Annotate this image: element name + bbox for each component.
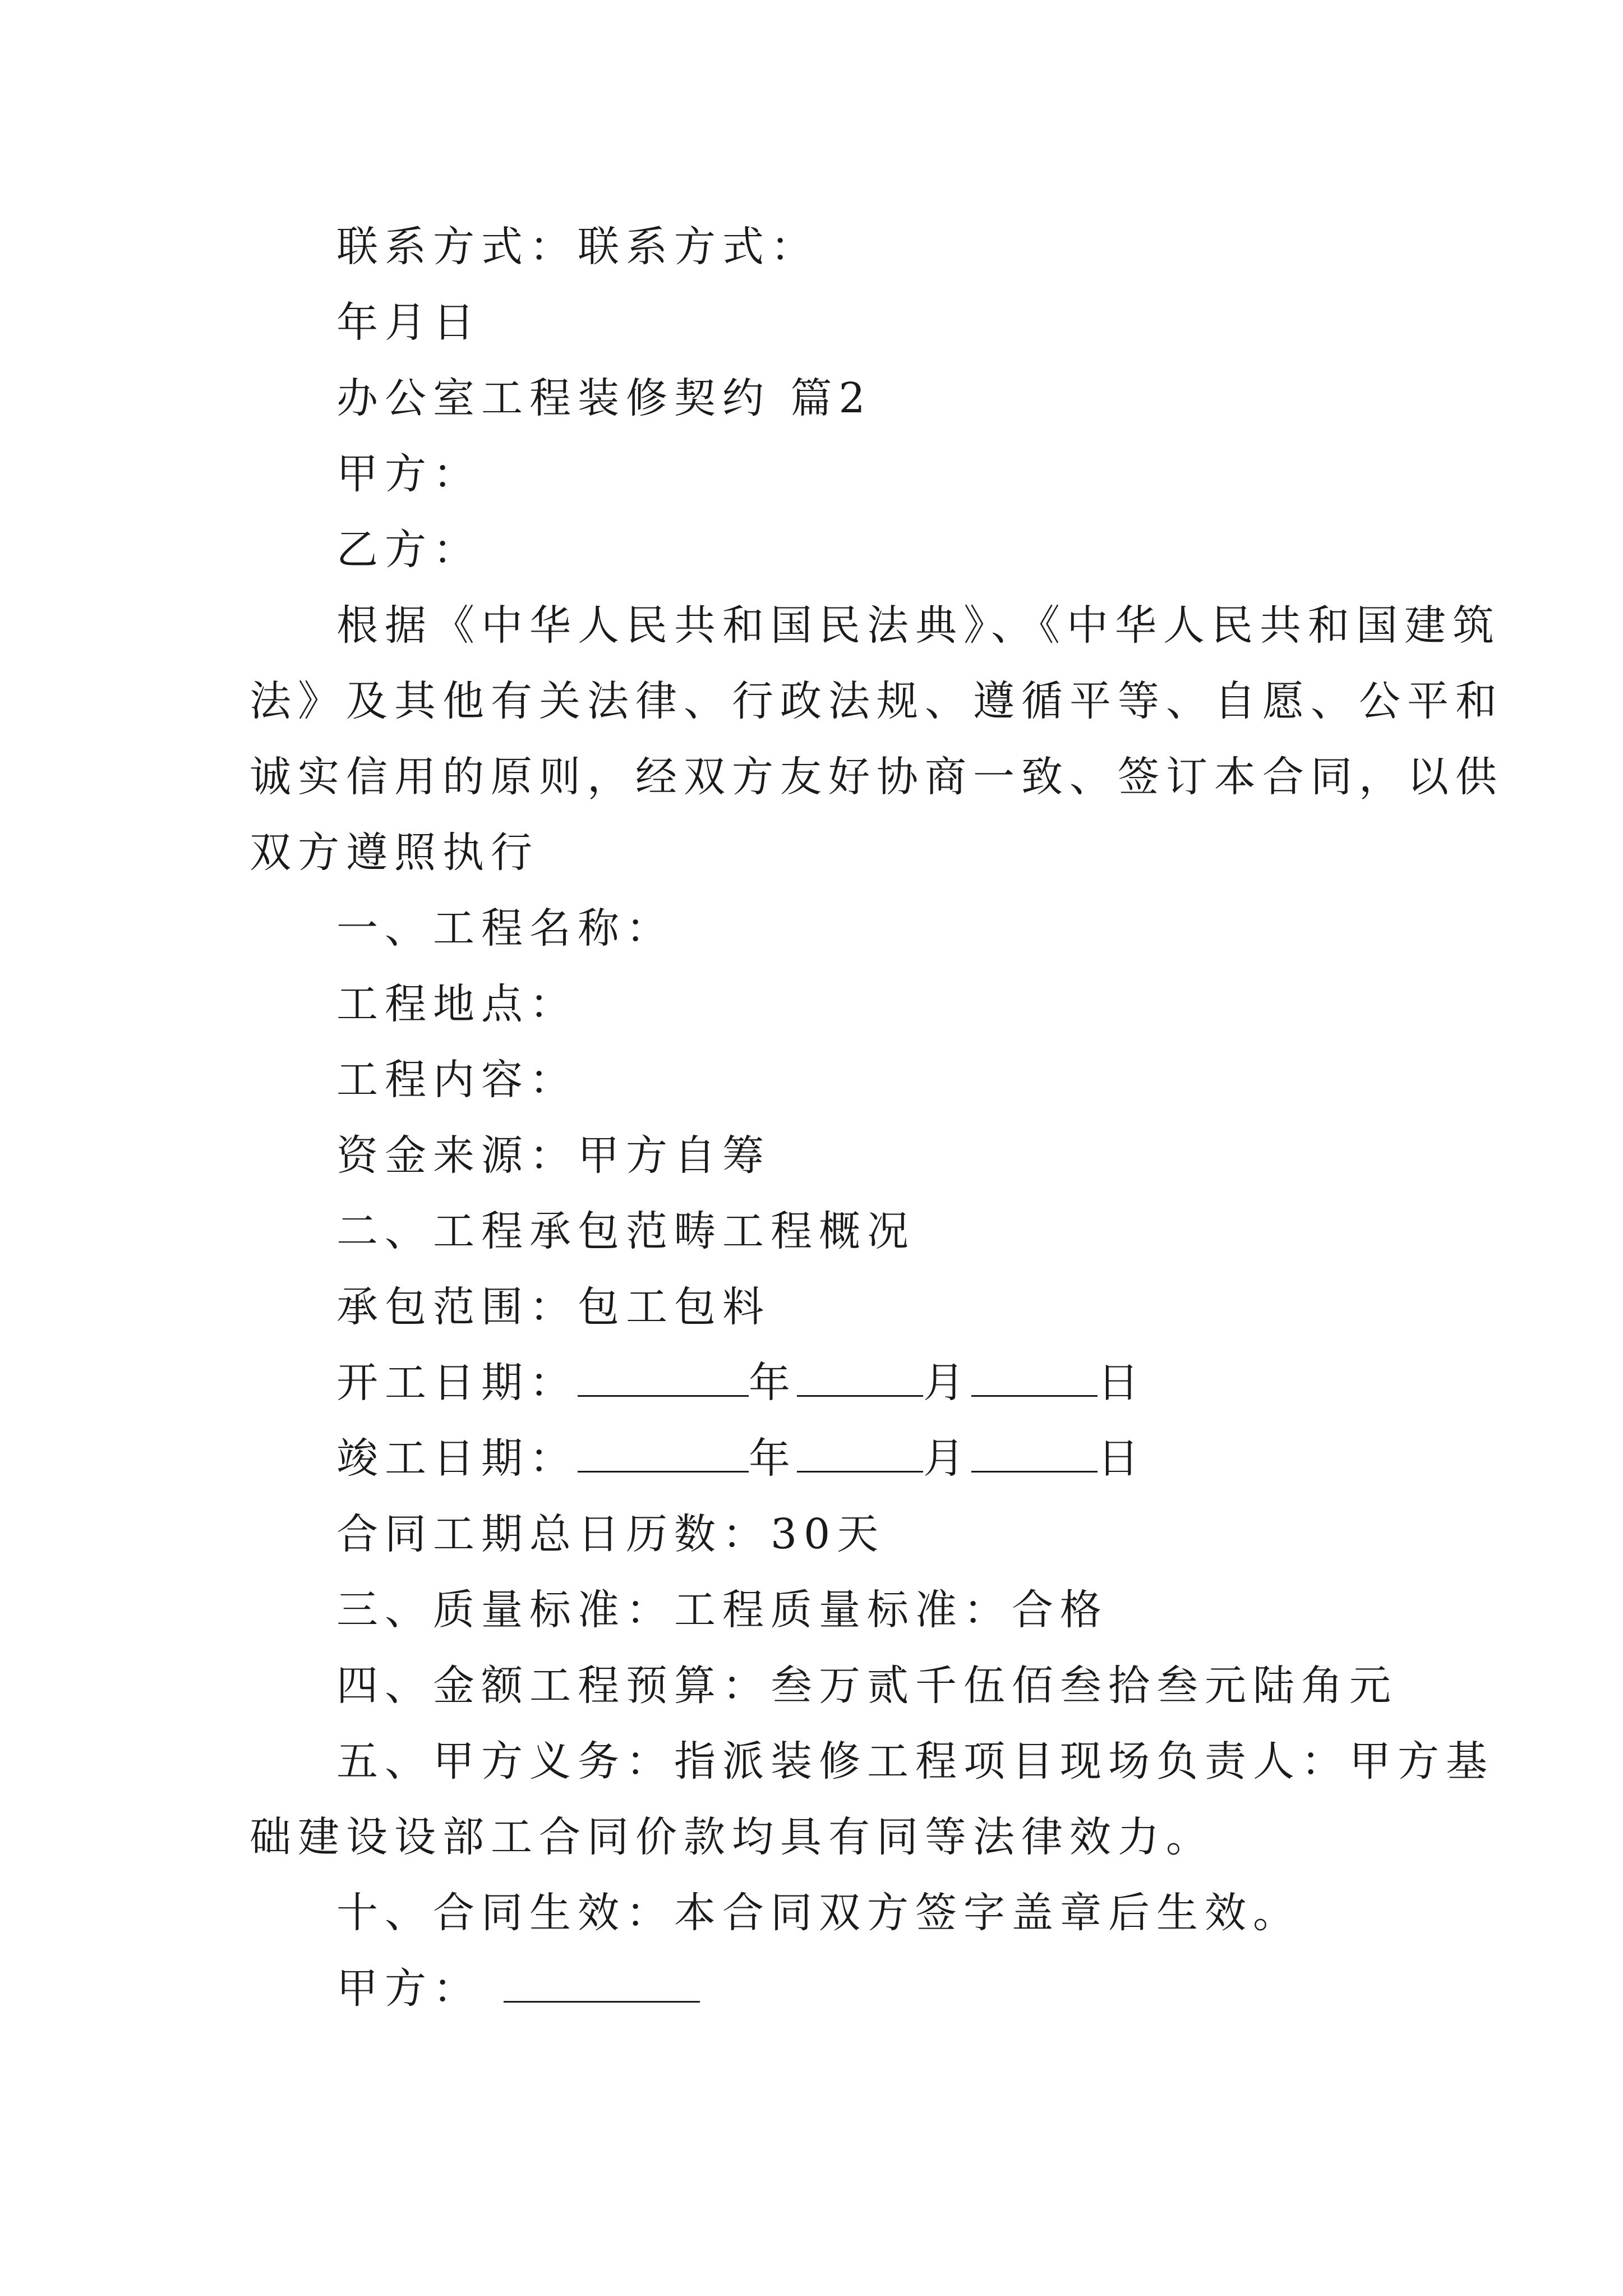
party-a-line: 甲方： xyxy=(336,450,481,498)
start-day-label: 日 xyxy=(1098,1359,1146,1407)
effect-line: 十、合同生效：本合同双方签字盖章后生效。 xyxy=(336,1889,1301,1937)
preamble-line-4: 双方遵照执行 xyxy=(250,829,539,877)
duration-line: 合同工期总日历数：30天 xyxy=(336,1510,886,1558)
start-day-blank[interactable] xyxy=(971,1358,1098,1397)
scope-heading: 二、工程承包范畴工程概况 xyxy=(336,1207,915,1255)
project-content-line: 工程内容： xyxy=(336,1056,578,1104)
amount-line: 四、金额工程预算：叁万贰千伍佰叁拾叁元陆角元 xyxy=(336,1662,1398,1710)
obligation-line-2: 础建设设部工合同价款均具有同等法律效力。 xyxy=(250,1813,1214,1861)
end-month-blank[interactable] xyxy=(797,1434,923,1473)
start-month-label: 月 xyxy=(923,1359,971,1407)
funding-line: 资金来源：甲方自筹 xyxy=(336,1131,771,1180)
preamble-line-2: 法》及其他有关法律、行政法规、遵循平等、自愿、公平和 xyxy=(250,677,1504,725)
signature-label: 甲方： xyxy=(336,1964,481,2013)
date-line: 年月日 xyxy=(336,298,481,347)
start-month-blank[interactable] xyxy=(797,1358,923,1397)
section-title: 办公室工程装修契约 篇2 xyxy=(336,374,872,422)
end-day-label: 日 xyxy=(1098,1434,1146,1483)
start-date-label: 开工日期： xyxy=(336,1359,578,1407)
project-location-line: 工程地点： xyxy=(336,980,578,1028)
scope-line: 承包范围：包工包料 xyxy=(336,1283,771,1331)
obligation-line-1: 五、甲方义务：指派装修工程项目现场负责人：甲方基 xyxy=(336,1737,1494,1786)
start-date-line xyxy=(336,1358,1146,1408)
end-date-line xyxy=(336,1433,1146,1484)
preamble-line-1: 根据《中华人民共和国民法典》、《中华人民共和国建筑 xyxy=(336,601,1501,650)
signature-blank[interactable] xyxy=(504,1964,700,2003)
start-year-blank[interactable] xyxy=(578,1358,749,1397)
end-month-label: 月 xyxy=(923,1434,971,1483)
signature-line xyxy=(336,1963,700,2014)
start-year-label: 年 xyxy=(749,1359,797,1407)
end-day-blank[interactable] xyxy=(971,1434,1098,1473)
end-year-label: 年 xyxy=(749,1434,797,1483)
quality-line: 三、质量标准：工程质量标准：合格 xyxy=(336,1586,1108,1634)
party-b-line: 乙方： xyxy=(336,526,481,574)
end-year-blank[interactable] xyxy=(578,1434,749,1473)
end-date-label: 竣工日期： xyxy=(336,1434,578,1483)
contact-line: 联系方式：联系方式： xyxy=(336,223,819,271)
project-name-line: 一、工程名称： xyxy=(336,904,674,953)
preamble-line-3: 诚实信用的原则，经双方友好协商一致、签订本合同，以供 xyxy=(250,753,1504,801)
